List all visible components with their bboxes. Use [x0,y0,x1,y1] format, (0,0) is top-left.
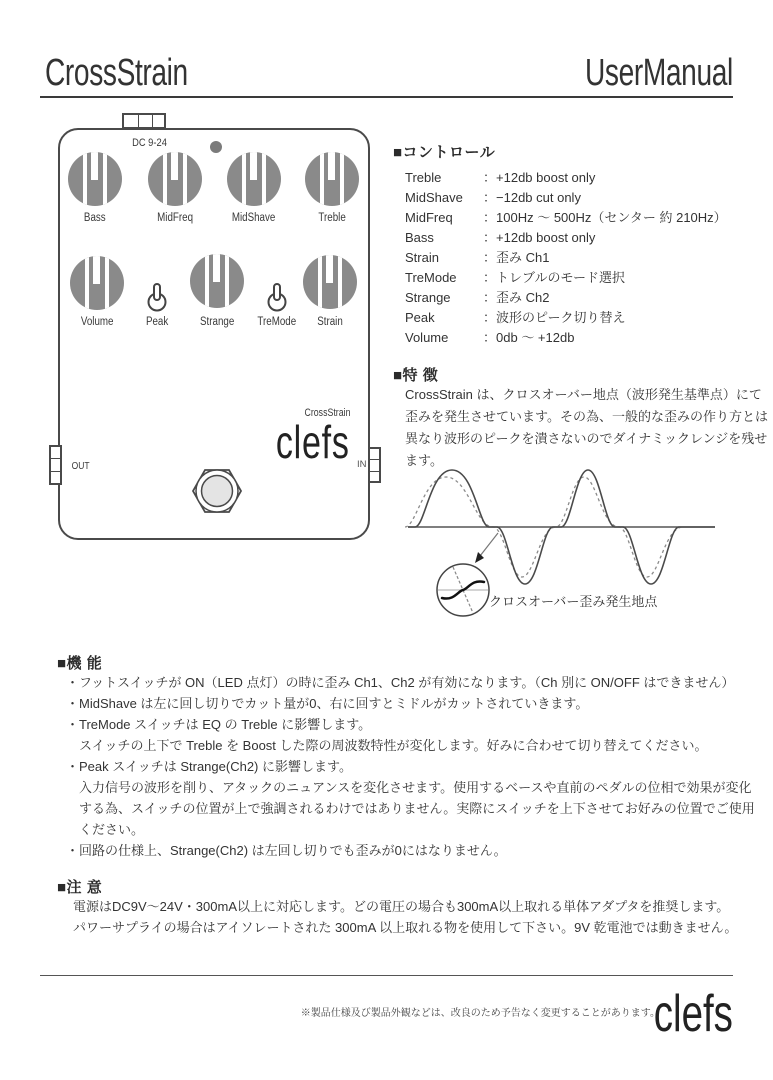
knob-line [103,152,107,206]
control-row [405,227,727,247]
led-indicator [210,141,222,153]
features-text-line: CrossStrain は、クロスオーバー地点（波形発生基準点）にて [405,387,762,402]
knob-label-strange: Strange [199,316,235,328]
footer-brand-logo: clefs [653,985,733,1043]
pedal-brand-logo: clefs [276,416,350,468]
function-item: ・TreMode スイッチは EQ の Treble に影響します。 [66,717,372,732]
control-colon: ： [483,170,497,185]
knob-label-strain: Strain [317,316,343,328]
knob-pointer [326,255,333,283]
knob-label-midshave: MidShave [232,212,276,224]
jack-divider [370,471,379,472]
function-item: 入力信号の波形を削り、アタックのニュアンスを変化させます。使用するベースや直前のペダルの位相で効果が変化 [66,780,752,795]
knob-pointer [93,256,100,284]
switch-label-peak: Peak [145,316,169,328]
page-title [45,52,238,95]
control-colon: ： [483,290,497,305]
control-value: +12db boost only [496,170,596,185]
function-item: ・フットスイッチが ON（LED 点灯）の時に歪み Ch1、Ch2 が有効になります。（Ch 別に ON/OFF はできません） [66,675,735,690]
switch-label-tremode: TreMode [257,316,297,328]
product-title: CrossStrain [45,52,188,94]
features-text-line: 異なり波形のピークを潰さないのでダイナミックレンジを残せ [405,431,768,446]
knob-treble [305,152,359,206]
knob-strange [190,254,244,308]
caution-body [73,896,737,938]
knob-line [318,255,322,309]
function-item: ・MidShave は左に回し切りでカット量が0、右に回すとミドルがカットされていきます。 [66,696,589,711]
toggle-switch-tremode [264,282,290,312]
dc-label-wrap [129,137,170,149]
knob-volume [70,256,124,310]
jack-divider [51,458,60,459]
input-jack [368,447,381,483]
control-row [405,267,727,287]
control-row [405,287,727,307]
jack-divider [51,471,60,472]
control-row [405,187,727,207]
control-row [405,167,727,187]
diagram-label: クロスオーバー歪み発生地点 [489,594,658,609]
control-name: TreMode [405,270,457,285]
control-name: MidFreq [405,210,453,225]
function-item: ・Peak スイッチは Strange(Ch2) に影響します。 [66,759,352,774]
control-value: 歪み Ch2 [496,290,550,305]
control-row [405,247,727,267]
caution-heading: ■注 意 [57,879,103,896]
knob-line [225,254,229,308]
control-name: Bass [405,230,434,245]
doc-title-wrap [533,52,733,95]
control-value: 波形のピーク切り替え [496,310,626,325]
knob-label-bass: Bass [84,212,106,224]
knob-line [205,254,209,308]
control-colon: ： [483,310,497,325]
control-name: Treble [405,170,442,185]
control-value: −12db cut only [496,190,581,205]
control-colon: ： [483,230,497,245]
control-name: MidShave [405,190,463,205]
knob-pointer [91,152,98,180]
control-colon: ： [483,190,497,205]
knob-line [340,152,344,206]
dc-jack-divider [152,115,153,127]
knob-line [183,152,187,206]
function-item: ください。 [66,822,145,837]
caution-line: パワーサプライの場合はアイソレートされた 300mA 以上取れる物を使用して下さい。9V 乾電池では動きません。 [73,920,738,935]
knob-pointer [328,152,335,180]
control-colon: ： [483,250,497,265]
knob-midfreq [148,152,202,206]
control-value: 100Hz ～ 500Hz（センター 約 210Hz） [496,210,727,225]
dc-label: DC 9-24 [132,137,167,149]
out-jack-label-wrap [70,461,91,472]
footer-note: ※製品仕様及び製品外観などは、改良のため予告なく変更することがあります。 [300,1008,660,1019]
knob-bass [68,152,122,206]
knob-line [242,152,246,206]
callout-arrow-line [480,533,498,556]
knob-line [262,152,266,206]
pedal-outline [58,128,370,540]
knob-line [338,255,342,309]
header-divider [40,96,733,98]
control-name: Strange [405,290,451,305]
control-value: トレブルのモード選択 [496,270,625,285]
footer-divider [40,975,733,976]
function-item: する為、スイッチの位置が上で強調されるわけではありません。実際にスイッチを上下させてお好みの位置でご使用 [66,801,755,816]
functions-list [66,672,755,861]
control-colon: ： [483,210,497,225]
output-jack [49,445,62,485]
features-text-line: ます。 [405,453,443,468]
knob-label-midfreq: MidFreq [157,212,193,224]
control-row [405,207,727,227]
doc-title: UserManual [585,52,733,94]
control-name: Strain [405,250,439,265]
caution-line: 電源はDC9V～24V・300mA以上に対応します。どの電圧の場合も300mA以上取れる単体アダプタを推奨します。 [73,899,730,914]
function-item: スイッチの上下で Treble を Boost した際の周波数特性が変化します。好みに合わせて切り替えてください。 [66,738,708,753]
control-row [405,307,727,327]
dc-jack [122,113,166,129]
control-name: Peak [405,310,435,325]
features-heading: ■特 徴 [393,367,439,384]
jack-divider [370,459,379,460]
control-value: 歪み Ch1 [496,250,550,265]
footswitch [167,441,267,541]
control-value: 0db ～ +12db [496,330,575,345]
features-text-line: 歪みを発生させています。その為、一般的な歪みの作り方とは [405,409,768,424]
control-colon: ： [483,330,497,345]
knob-label-volume: Volume [80,316,114,328]
control-row [405,327,727,347]
knob-label-treble: Treble [318,212,346,224]
footer-brand-logo-wrap [626,985,733,1043]
control-value: +12db boost only [496,230,596,245]
functions-heading: ■機 能 [57,655,103,672]
control-colon: ： [483,270,497,285]
knob-line [320,152,324,206]
knob-strain [303,255,357,309]
controls-heading: ■コントロール [393,144,496,161]
knob-pointer [250,152,257,180]
callout-arrow-head [475,552,484,563]
dc-jack-divider [138,115,139,127]
controls-table [405,167,727,347]
out-jack-label: OUT [71,461,90,472]
knob-line [163,152,167,206]
function-item: ・回路の仕様上、Strange(Ch2) は左回し切りでも歪みが0にはなりません。 [66,843,507,858]
knob-line [105,256,109,310]
control-name: Volume [405,330,449,345]
knob-pointer [213,254,220,282]
knob-midshave [227,152,281,206]
in-jack-label: IN [357,459,367,470]
pedal-model-name: CrossStrain [304,407,350,419]
knob-line [85,256,89,310]
knob-line [83,152,87,206]
knob-pointer [171,152,178,180]
toggle-switch-peak [144,282,170,312]
